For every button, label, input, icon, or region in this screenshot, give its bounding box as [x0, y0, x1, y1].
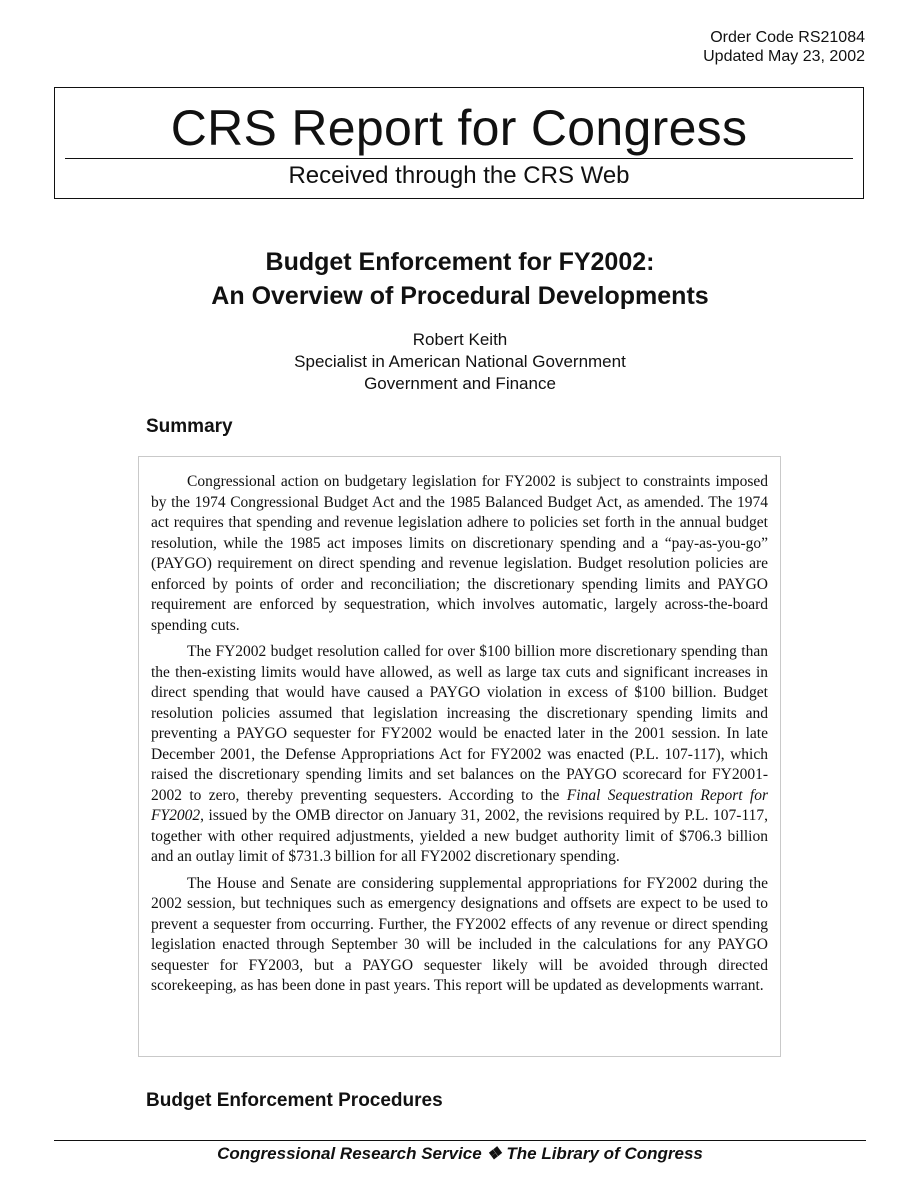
- footer-text: Congressional Research Service ❖ The Library of Congress: [217, 1144, 703, 1163]
- summary-paragraph-3: The House and Senate are considering supplemental appropriations for FY2002 during the 2002 session, but techniques such as emergency designations and offsets are expect to be used to prevent a sequester from occurring. Further, the FY2002 effects of any revenue or direct spending legislation enacted through September 30 will be included in the calculations for any PAYGO sequester for FY2003, but a PAYGO sequester likely will be avoided through directed scorekeeping, as has been done in past years. This report will be updated as developments warrant.: [151, 874, 768, 994]
- author-division: Government and Finance: [364, 374, 556, 393]
- order-code-block: [703, 28, 865, 66]
- summary-paragraph-2-text-end: , issued by the OMB director on January 31, 2002, the revisions required by P.L. 107-117, together with other required adjustments, yielded a new budget authority limit of $706.3 billion and an outlay limit of $731.3 billion for all FY2002 discretionary spending.: [151, 807, 768, 865]
- report-title-line-2: An Overview of Procedural Developments: [211, 282, 709, 310]
- summary-paragraph-2: [151, 642, 768, 868]
- footer-rule: [54, 1140, 866, 1141]
- updated-date: Updated May 23, 2002: [703, 48, 865, 65]
- summary-paragraph-1: Congressional action on budgetary legislation for FY2002 is subject to constraints imposed by the 1974 Congressional Budget Act and the 1985 Balanced Budget Act, as amended. The 1974 act requires that spending and revenue legislation adhere to policies set forth in the annual budget resolution, while the 1985 act imposes limits on discretionary spending and a “pay-as-you-go” (PAYGO) requirement on direct spending and revenue legislation. Budget resolution policies are enforced by points of order and reconciliation; the discretionary spending limits and PAYGO requirement are enforced by sequestration, which involves automatic, largely across-the-board spending cuts.: [151, 473, 768, 634]
- section-heading: Budget Enforcement Procedures: [146, 1090, 443, 1111]
- author-name: Robert Keith: [412, 330, 508, 349]
- masthead-rule: [65, 158, 853, 159]
- masthead-title: CRS Report for Congress: [170, 100, 748, 156]
- summary-paragraph-2-text: The FY2002 budget resolution called for over $100 billion more discretionary spending than the then-existing limits would have allowed, as well as large tax cuts and significant increases in direct spending that would have caused a PAYGO violation in excess of $100 billion. Budget resolution policies assumed that legislation increasing the discretionary spending limits and preventing a PAYGO sequester for FY2002 would be enacted later in the 2001 session. In late December 2001, the Defense Appropriations Act for FY2002 was enacted (P.L. 107-117), which raised the discretionary spending limits and set balances on the PAYGO scorecard for FY2001-2002 to zero, thereby preventing sequesters. According to the: [151, 643, 768, 804]
- masthead-subtitle: Received through the CRS Web: [288, 162, 630, 189]
- masthead-box: [54, 87, 864, 199]
- author-block: [0, 329, 920, 395]
- order-code: Order Code RS21084: [710, 29, 865, 46]
- report-title: [0, 245, 920, 313]
- author-title: Specialist in American National Government: [294, 352, 626, 371]
- summary-box: [138, 456, 781, 1057]
- report-citation: Final Sequestration Report for FY2002: [151, 786, 768, 824]
- summary-heading: Summary: [146, 416, 233, 437]
- report-title-line-1: Budget Enforcement for FY2002:: [265, 248, 655, 276]
